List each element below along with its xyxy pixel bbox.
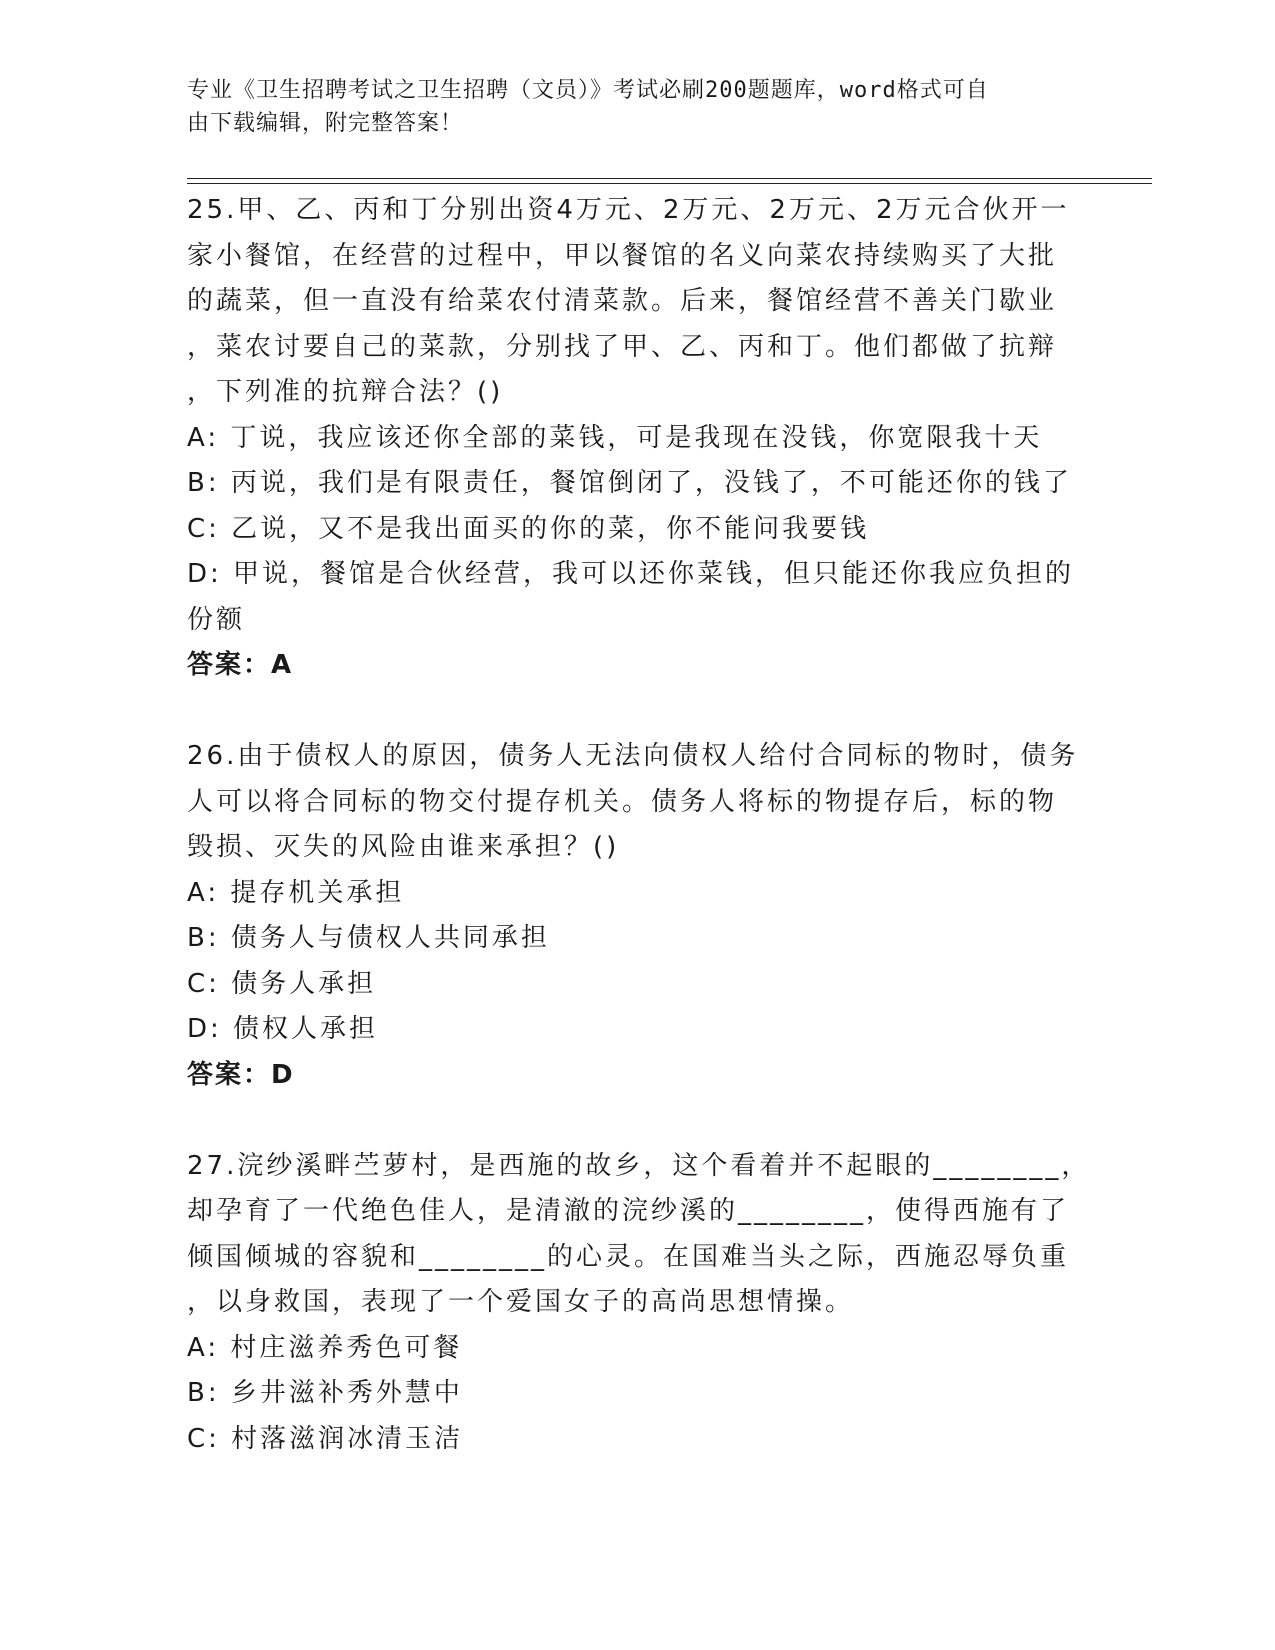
option-d: D: 债权人承担 <box>187 1014 379 1044</box>
option-d-continued: 份额 <box>187 604 246 635</box>
option-b: B: 债务人与债权人共同承担 <box>187 923 550 953</box>
document-header <box>187 74 1067 140</box>
question-stem-line: 的蔬菜，但一直没有给菜农付清菜款。后来，餐馆经营不善关门歇业 <box>187 286 1058 316</box>
header-line-2: 由下载编辑，附完整答案！ <box>187 111 464 136</box>
option-a: A: 丁说，我应该还你全部的菜钱，可是我现在没钱，你宽限我十天 <box>187 422 1043 453</box>
option-c: C: 村落滋润冰清玉洁 <box>187 1423 464 1454</box>
option-a: A: 村庄滋养秀色可餐 <box>187 1332 463 1363</box>
question-27 <box>187 1144 1091 1463</box>
spacer <box>187 1098 1087 1144</box>
option-c: C: 债务人承担 <box>187 968 377 999</box>
question-stem-line: 27.浣纱溪畔苎萝村，是西施的故乡，这个看着并不起眼的________， <box>187 1150 1091 1181</box>
question-list <box>187 188 1091 1462</box>
question-stem-line: 26.由于债权人的原因，债务人无法向债权人给付合同标的物时，债务 <box>187 741 1079 771</box>
answer-label: 答案：A <box>187 650 294 680</box>
question-stem-line: 毁损、灭失的风险由谁来承担？() <box>187 832 620 862</box>
question-stem-line: 家小餐馆，在经营的过程中，甲以餐馆的名义向菜农持续购买了大批 <box>187 240 1058 271</box>
spacer <box>187 689 1087 735</box>
question-stem-line: 倾国倾城的容貌和________的心灵。在国难当头之际，西施忍辱负重 <box>187 1241 1070 1272</box>
header-divider-top <box>187 178 1152 179</box>
question-stem-line: ，菜农讨要自己的菜款，分别找了甲、乙、丙和丁。他们都做了抗辩 <box>187 331 1058 362</box>
question-stem-line: ，以身救国，表现了一个爱国女子的高尚思想情操。 <box>187 1287 855 1317</box>
option-c: C: 乙说，又不是我出面买的你的菜，你不能问我要钱 <box>187 513 870 544</box>
question-25 <box>187 188 1087 689</box>
question-stem-line: 人可以将合同标的物交付提存机关。债务人将标的物提存后，标的物 <box>187 786 1058 817</box>
header-divider-bottom <box>187 183 1152 184</box>
option-b: B: 乡井滋补秀外慧中 <box>187 1378 463 1408</box>
question-stem-line: 25.甲、乙、丙和丁分别出资4万元、2万元、2万元、2万元合伙开一 <box>187 195 1070 225</box>
question-stem-line: 却孕育了一代绝色佳人，是清澈的浣纱溪的________，使得西施有了 <box>187 1196 1070 1226</box>
option-b: B: 丙说，我们是有限责任，餐馆倒闭了，没钱了，不可能还你的钱了 <box>187 468 1072 498</box>
question-26 <box>187 734 1087 1098</box>
option-a: A: 提存机关承担 <box>187 877 405 908</box>
header-line-1: 专业《卫生招聘考试之卫生招聘（文员）》考试必刷200题题库，word格式可自 <box>187 78 989 103</box>
option-d: D: 甲说，餐馆是合伙经营，我可以还你菜钱，但只能还你我应负担的 <box>187 559 1075 589</box>
answer-label: 答案：D <box>187 1059 295 1090</box>
question-stem-line: ，下列准的抗辩合法？() <box>187 377 504 407</box>
